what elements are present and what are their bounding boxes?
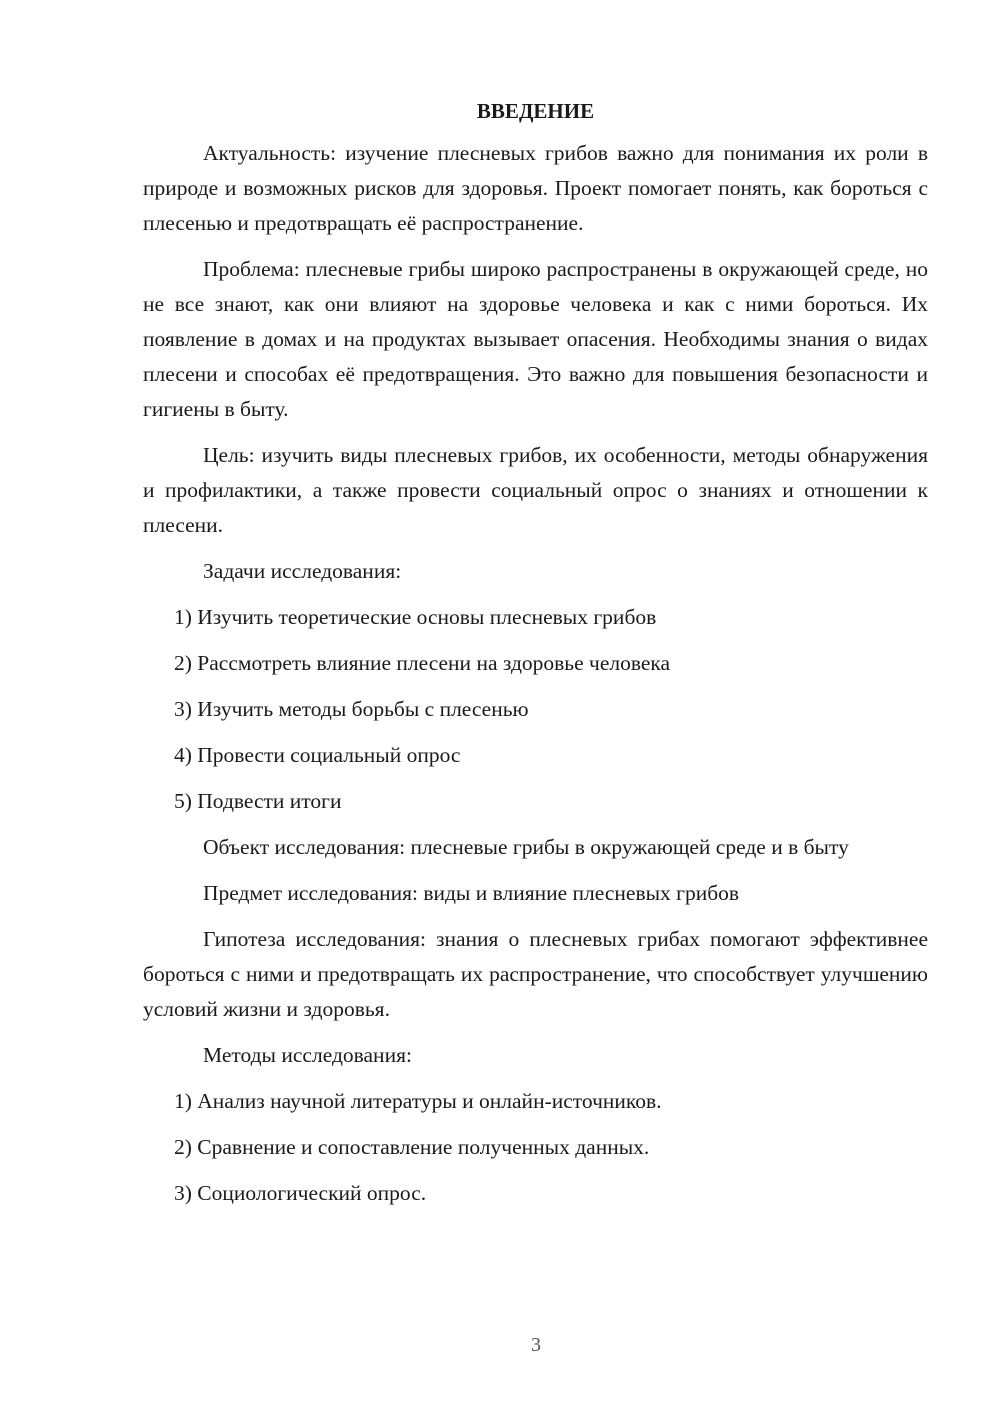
subject-paragraph: Предмет исследования: виды и влияние плесневых грибов [203, 881, 740, 905]
goal-paragraph: Цель: изучить виды плесневых грибов, их особенности, методы обнаружения и профилактики, а также провести социальный опрос о знаниях и отношении к плесени. [143, 443, 928, 537]
list-item: 4) Провести социальный опрос [174, 743, 461, 767]
list-item: 1) Изучить теоретические основы плесневых грибов [174, 605, 657, 629]
relevance-paragraph: Актуальность: изучение плесневых грибов важно для понимания их роли в природе и возможных рисков для здоровья. Проект помогает понять, как бороться с плесенью и предотвращать её распространение. [143, 141, 928, 235]
section-title: ВВЕДЕНИЕ [476, 99, 595, 123]
list-item: 2) Сравнение и сопоставление полученных данных. [174, 1135, 650, 1159]
list-item: 3) Изучить методы борьбы с плесенью [174, 697, 529, 721]
methods-heading: Методы исследования: [203, 1043, 412, 1067]
object-paragraph: Объект исследования: плесневые грибы в окружающей среде и в быту [203, 835, 849, 859]
problem-paragraph: Проблема: плесневые грибы широко распространены в окружающей среде, но не все знают, как они влияют на здоровье человека и как с ними бороться. Их появление в домах и на продуктах вызывает опасения. Необходимы знания о видах плесени и способах её предотвращения. Это важно для повышения безопасности и гигиены в быту. [143, 257, 928, 421]
document-page [143, 96, 928, 1222]
list-item: 2) Рассмотреть влияние плесени на здоровье человека [174, 651, 671, 675]
list-item: 3) Социологический опрос. [174, 1181, 427, 1205]
tasks-heading: Задачи исследования: [203, 559, 402, 583]
page-number: 3 [531, 1334, 541, 1356]
methods-list [143, 1084, 928, 1211]
list-item: 1) Анализ научной литературы и онлайн-источников. [174, 1089, 662, 1113]
hypothesis-paragraph: Гипотеза исследования: знания о плесневых грибах помогают эффективнее бороться с ними и предотвращать их распространение, что способствует улучшению условий жизни и здоровья. [143, 927, 928, 1021]
list-item: 5) Подвести итоги [174, 789, 342, 813]
tasks-list [143, 600, 928, 819]
